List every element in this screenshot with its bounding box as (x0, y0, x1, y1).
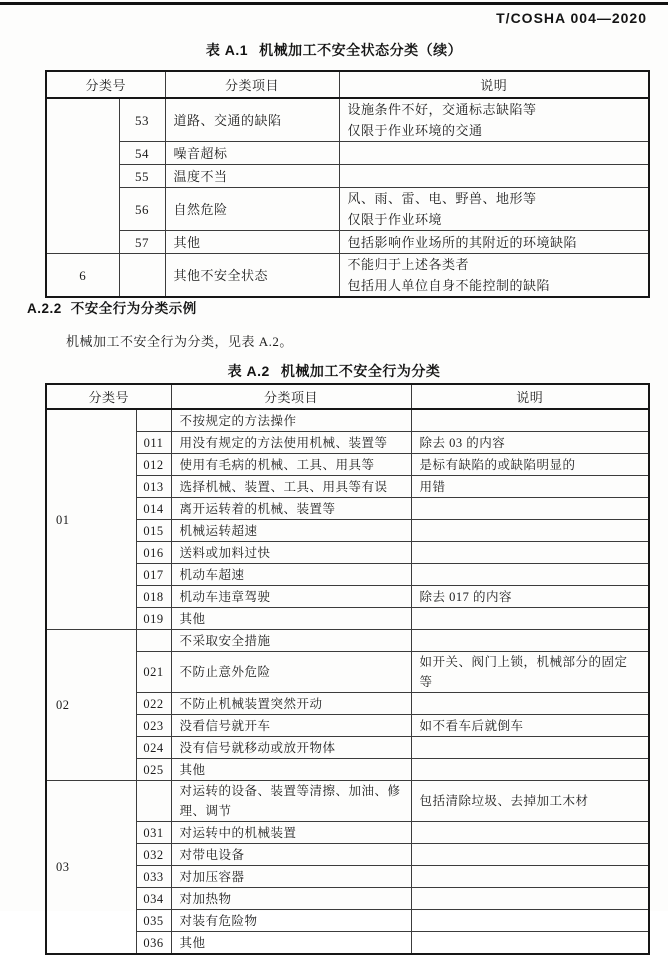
description-cell (411, 498, 649, 520)
description-cell (411, 737, 649, 759)
description-line: 用错 (419, 479, 446, 494)
column-header: 分类号 (46, 384, 171, 409)
code-cell: 021 (136, 652, 171, 693)
item-cell: 离开运转着的机械、装置等 (171, 498, 411, 520)
code-cell: 036 (136, 932, 171, 955)
column-header: 说明 (411, 384, 649, 409)
item-cell: 其他 (165, 231, 339, 254)
description-cell (411, 409, 649, 432)
group-number-cell: 01 (46, 409, 136, 630)
code-cell: 57 (119, 231, 165, 254)
table-row (46, 608, 649, 630)
table-row (46, 231, 649, 254)
code-cell: 014 (136, 498, 171, 520)
column-header: 分类项目 (171, 384, 411, 409)
code-cell (136, 409, 171, 432)
code-cell: 033 (136, 866, 171, 888)
item-cell: 其他 (171, 608, 411, 630)
group-number-cell: 03 (46, 781, 136, 955)
description-cell (339, 231, 649, 254)
code-cell: 031 (136, 822, 171, 844)
table-a1-title (0, 40, 668, 60)
table-row (46, 866, 649, 888)
item-cell: 对加热物 (171, 888, 411, 910)
table-row (46, 454, 649, 476)
item-cell: 机动车违章驾驶 (171, 586, 411, 608)
item-cell: 温度不当 (165, 165, 339, 188)
description-line: 不能归于上述各类者 (347, 257, 470, 272)
item-cell: 对加压容器 (171, 866, 411, 888)
code-cell: 013 (136, 476, 171, 498)
description-cell (411, 564, 649, 586)
table-row (46, 142, 649, 165)
description-cell (411, 888, 649, 910)
table-row (46, 498, 649, 520)
item-cell: 不防止意外危险 (171, 652, 411, 693)
item-cell: 对带电设备 (171, 844, 411, 866)
description-cell (411, 432, 649, 454)
item-cell: 噪音超标 (165, 142, 339, 165)
description-line: 设施条件不好，交通标志缺陷等 (347, 102, 537, 117)
table-row (46, 693, 649, 715)
scan-artifact-line (0, 2, 668, 5)
code-cell: 035 (136, 910, 171, 932)
description-line: 是标有缺陷的或缺陷明显的 (419, 457, 576, 472)
description-line: 除去 03 的内容 (419, 435, 506, 450)
description-cell (411, 586, 649, 608)
table-row (46, 759, 649, 781)
description-cell (339, 188, 649, 231)
description-line: 除去 017 的内容 (419, 589, 513, 604)
item-cell: 没看信号就开车 (171, 715, 411, 737)
code-cell: 015 (136, 520, 171, 542)
description-cell (411, 520, 649, 542)
description-cell (411, 693, 649, 715)
description-cell (411, 630, 649, 652)
code-cell: 018 (136, 586, 171, 608)
table-a1-title-text: 机械加工不安全状态分类（续） (259, 42, 463, 58)
item-cell: 不防止机械装置突然开动 (171, 693, 411, 715)
description-cell (339, 254, 649, 298)
description-cell (411, 454, 649, 476)
description-line: 包括影响作业场所的其附近的环境缺陷 (347, 234, 578, 250)
description-cell (339, 98, 649, 142)
item-cell: 对运转中的机械装置 (171, 822, 411, 844)
code-cell: 017 (136, 564, 171, 586)
doc-number: T/COSHA 004—2020 (496, 10, 647, 26)
code-cell: 56 (119, 188, 165, 231)
description-cell (411, 652, 649, 693)
table-row (46, 564, 649, 586)
description-line: 如开关、阀门上锁，机械部分的固定等 (419, 655, 628, 689)
item-cell: 机动车超速 (171, 564, 411, 586)
table-a1-title-prefix: 表 A.1 (205, 42, 249, 58)
item-cell: 对装有危险物 (171, 910, 411, 932)
item-cell: 其他不安全状态 (165, 254, 339, 298)
item-cell: 不采取安全措施 (171, 630, 411, 652)
table-row (46, 910, 649, 932)
table-row (46, 737, 649, 759)
table-row (46, 520, 649, 542)
item-cell: 选择机械、装置、工具、用具等有误 (171, 476, 411, 498)
header-row (46, 384, 649, 409)
table-row (46, 630, 649, 652)
code-cell: 019 (136, 608, 171, 630)
table-row (46, 432, 649, 454)
item-cell: 没有信号就移动或放开物体 (171, 737, 411, 759)
section-heading (27, 297, 197, 317)
code-cell: 024 (136, 737, 171, 759)
description-cell (411, 910, 649, 932)
description-cell (411, 932, 649, 955)
group-number-cell (46, 98, 119, 254)
table-row (46, 188, 649, 231)
item-cell: 对运转的设备、装置等清擦、加油、修理、调节 (171, 781, 411, 822)
table-row (46, 542, 649, 564)
item-cell: 使用有毛病的机械、工具、用具等 (171, 454, 411, 476)
table-a2-title-prefix: 表 A.2 (227, 363, 270, 379)
group-number-cell: 02 (46, 630, 136, 781)
description-line: 如不看车后就倒车 (419, 718, 524, 733)
code-cell: 022 (136, 693, 171, 715)
table-row (46, 98, 649, 142)
code-cell: 53 (119, 98, 165, 142)
item-cell: 其他 (171, 932, 411, 955)
table-row (46, 932, 649, 955)
code-cell: 032 (136, 844, 171, 866)
column-header: 分类号 (46, 71, 165, 98)
intro-paragraph: 机械加工不安全行为分类，见表 A.2。 (66, 334, 293, 349)
code-cell: 012 (136, 454, 171, 476)
table-row (46, 409, 649, 432)
table-row (46, 715, 649, 737)
description-cell (411, 759, 649, 781)
item-cell: 自然危险 (165, 188, 339, 231)
code-cell: 55 (119, 165, 165, 188)
description-cell (339, 165, 649, 188)
code-cell: 54 (119, 142, 165, 165)
description-cell (411, 866, 649, 888)
table-row (46, 586, 649, 608)
section-title: 不安全行为分类示例 (70, 301, 197, 316)
code-cell: 016 (136, 542, 171, 564)
description-cell (339, 142, 649, 165)
description-cell (411, 476, 649, 498)
table-row (46, 476, 649, 498)
table-row (46, 652, 649, 693)
code-cell: 011 (136, 432, 171, 454)
item-cell: 送料或加料过快 (171, 542, 411, 564)
item-cell: 不按规定的方法操作 (171, 409, 411, 432)
column-header: 分类项目 (165, 71, 339, 98)
description-line: 仅限于作业环境 (347, 212, 443, 227)
code-cell (136, 781, 171, 822)
table-a2-title (0, 361, 668, 381)
code-cell: 034 (136, 888, 171, 910)
code-cell: 023 (136, 715, 171, 737)
description-line: 风、雨、雷、电、野兽、地形等 (347, 191, 537, 206)
description-line: 包括清除垃圾、去掉加工木材 (419, 794, 589, 808)
item-cell: 机械运转超速 (171, 520, 411, 542)
table-row (46, 165, 649, 188)
description-cell (411, 542, 649, 564)
table-a2 (45, 383, 650, 955)
code-cell: 025 (136, 759, 171, 781)
description-cell (411, 715, 649, 737)
table-a2-title-text: 机械加工不安全行为分类 (280, 363, 441, 379)
table-row (46, 844, 649, 866)
code-cell (119, 254, 165, 298)
table-a1 (45, 70, 650, 298)
table-row (46, 822, 649, 844)
group-number-cell: 6 (46, 254, 119, 298)
description-line: 仅限于作业环境的交通 (347, 123, 483, 138)
description-cell (411, 822, 649, 844)
column-header: 说明 (339, 71, 649, 98)
description-cell (411, 781, 649, 822)
description-cell (411, 608, 649, 630)
code-cell (136, 630, 171, 652)
table-row (46, 781, 649, 822)
description-cell (411, 844, 649, 866)
table-row (46, 888, 649, 910)
header-row (46, 71, 649, 98)
item-cell: 其他 (171, 759, 411, 781)
description-line: 包括用人单位自身不能控制的缺陷 (347, 278, 551, 293)
item-cell: 道路、交通的缺陷 (165, 98, 339, 142)
section-number: A.2.2 (27, 301, 62, 316)
table-row (46, 254, 649, 298)
item-cell: 用没有规定的方法使用机械、装置等 (171, 432, 411, 454)
